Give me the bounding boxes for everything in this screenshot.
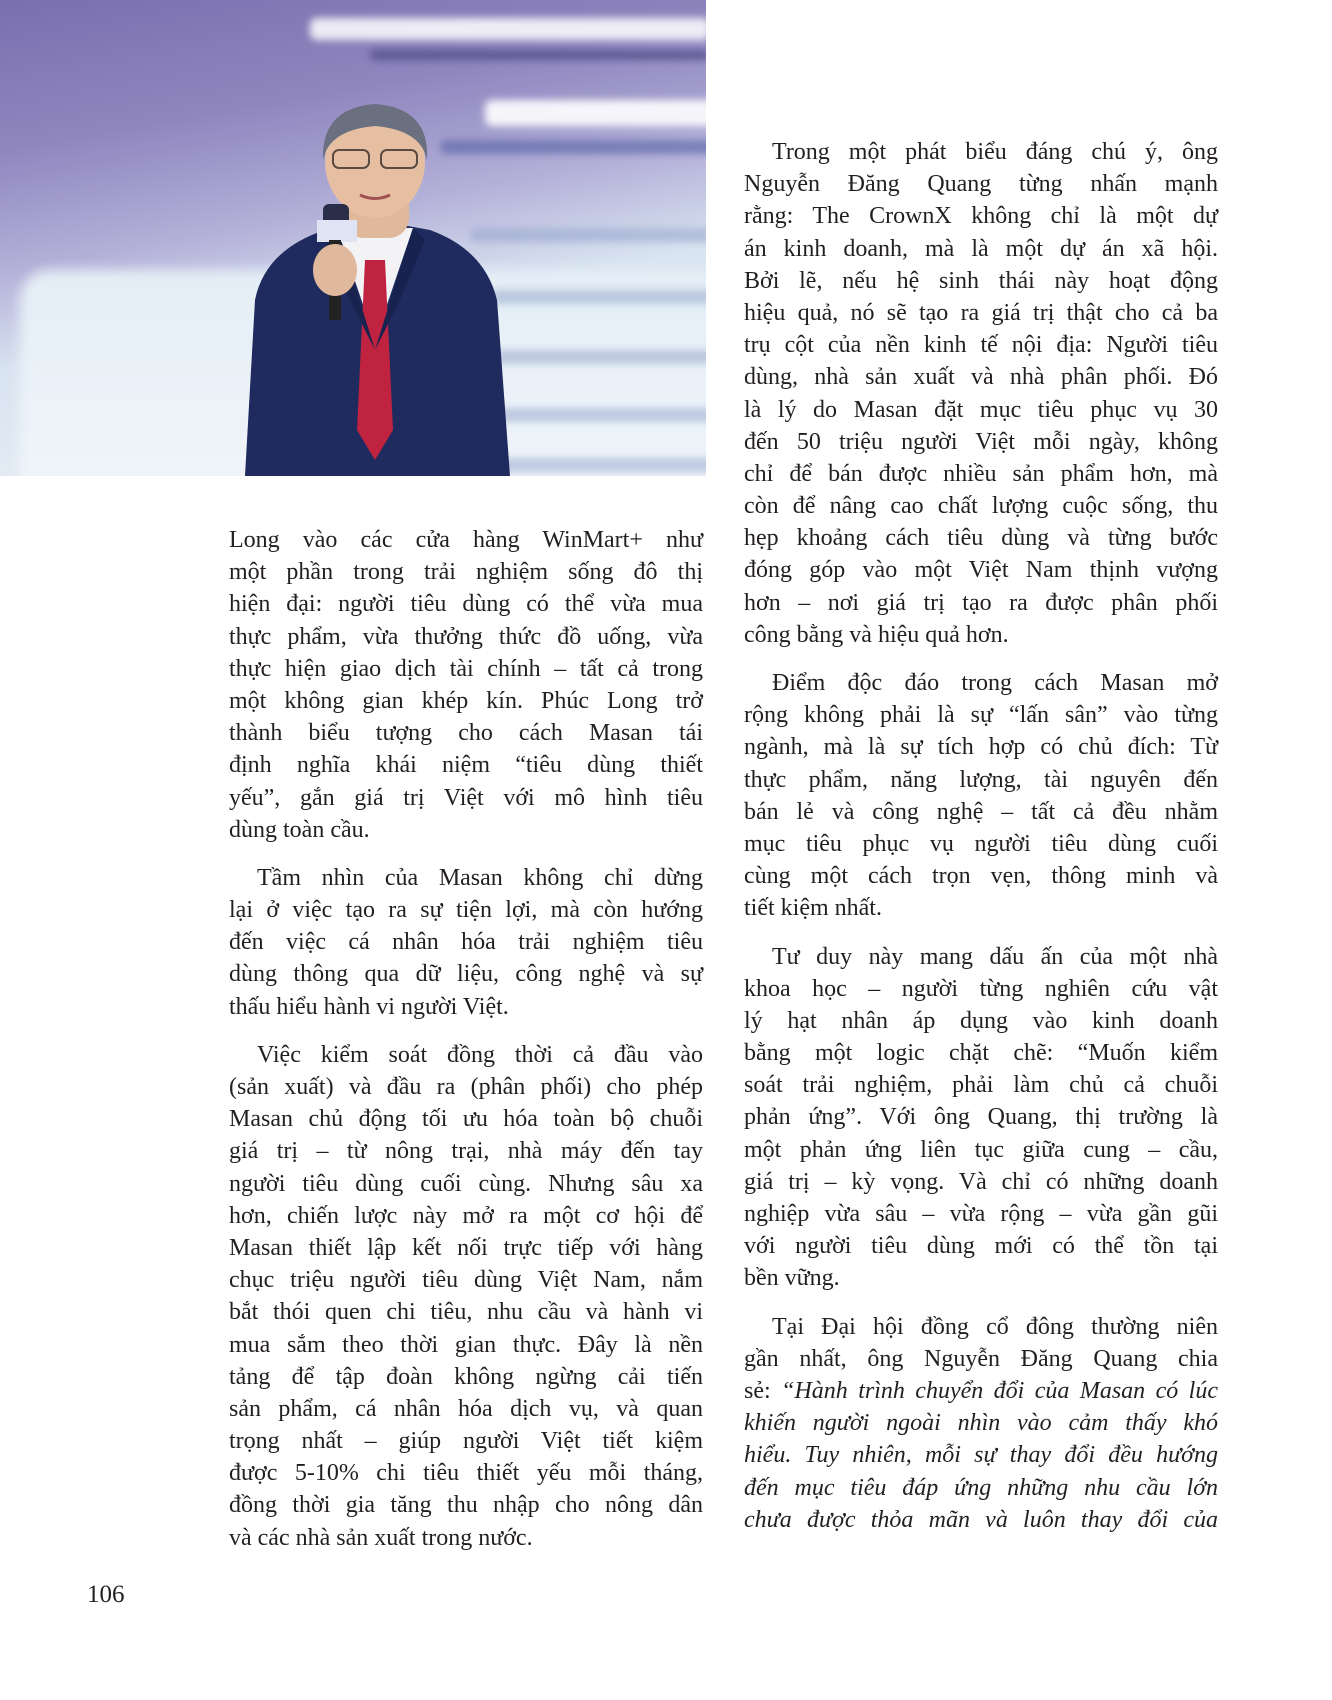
- text-line: bền vững.: [744, 1265, 840, 1292]
- text-line: sản phẩm, cá nhân hóa dịch vụ, và quan: [229, 1395, 703, 1422]
- text-line: rằng: The CrownX không chỉ là một dự: [744, 203, 1218, 230]
- text-line: bắt thói quen chi tiêu, nhu cầu và hành vi: [229, 1299, 703, 1326]
- right-text-column: [744, 136, 1218, 1552]
- text-line: lại ở việc tạo ra sự tiện lợi, mà còn hướng: [229, 897, 703, 924]
- paragraph: [229, 524, 703, 846]
- text-line: Tại Đại hội đồng cổ đông thường niên: [772, 1313, 1218, 1340]
- text-line: [744, 1407, 1218, 1439]
- text-line: Bởi lẽ, nếu hệ sinh thái này hoạt động: [744, 267, 1218, 294]
- text-line: thực hiện giao dịch tài chính – tất cả trong: [229, 655, 703, 682]
- text-line: định nghĩa khái niệm “tiêu dùng thiết: [229, 752, 703, 779]
- text-line: giá trị – từ nông trại, nhà máy đến tay: [229, 1138, 703, 1165]
- text-line: ngành, mà là sự tích hợp có chủ đích: Từ: [744, 734, 1218, 761]
- text-line: Masan chủ động tối ưu hóa toàn bộ chuỗi: [229, 1106, 703, 1133]
- text-line: Masan thiết lập kết nối trực tiếp với hàng: [229, 1234, 703, 1261]
- text-line: khoa học – người từng nghiên cứu vật: [744, 975, 1218, 1002]
- text-line: còn để nâng cao chất lượng cuộc sống, thu: [744, 493, 1218, 520]
- text-line: chục triệu người tiêu dùng Việt Nam, nắm: [229, 1267, 703, 1294]
- text-line: thực phẩm, vừa thưởng thức đồ uống, vừa: [229, 623, 703, 650]
- text-line: hơn, chiến lược này mở ra một cơ hội để: [229, 1202, 703, 1229]
- text-line: hiện đại: người tiêu dùng có thể vừa mua: [229, 591, 703, 618]
- text-line: là lý do Masan đặt mục tiêu phục vụ 30: [744, 396, 1218, 423]
- paragraph: [744, 941, 1218, 1295]
- screen-subtitle-blur: [370, 50, 706, 60]
- text-line: Tầm nhìn của Masan không chỉ dừng: [257, 864, 703, 891]
- speaker-photo: [0, 0, 706, 476]
- text-line: Điểm độc đáo trong cách Masan mở: [772, 670, 1218, 696]
- text-line: trọng nhất – giúp người Việt tiết kiệm: [229, 1428, 703, 1455]
- text-line: thấu hiểu hành vi người Việt.: [229, 993, 509, 1020]
- quote-italic: hiểu. Tuy nhiên, mỗi sự thay đổi đều hướng: [744, 1442, 1218, 1469]
- text-line: phản ứng”. Với ông Quang, thị trường là: [744, 1104, 1218, 1131]
- text-line: [744, 1472, 1218, 1504]
- text-line: Long vào các cửa hàng WinMart+ như: [229, 527, 703, 553]
- text-line: giá trị – kỳ vọng. Và chỉ có những doanh: [744, 1168, 1218, 1195]
- text-line: thành biểu tượng cho cách Masan tái: [229, 720, 703, 747]
- text-line: đến việc cá nhân hóa trải nghiệm tiêu: [229, 929, 703, 956]
- text-line: công bằng và hiệu quả hơn.: [744, 621, 1009, 648]
- text-line: yếu”, gắn giá trị Việt với mô hình tiêu: [229, 784, 703, 811]
- text-line: tảng để tập đoàn không ngừng cải tiến: [229, 1363, 703, 1390]
- text-line: người tiêu dùng cuối cùng. Nhưng sâu xa: [229, 1170, 703, 1197]
- quote-italic: chưa được thỏa mãn và luôn thay đổi của: [744, 1506, 1218, 1533]
- page-number: 106: [87, 1581, 125, 1608]
- text-line: (sản xuất) và đầu ra (phân phối) cho phép: [229, 1074, 703, 1100]
- text-line: dùng toàn cầu.: [229, 816, 370, 843]
- text-line: gần nhất, ông Nguyễn Đăng Quang chia: [744, 1345, 1218, 1372]
- text-line: cùng một cách trọn vẹn, thông minh và: [744, 863, 1218, 890]
- text-line: đồng thời gia tăng thu nhập cho nông dân: [229, 1492, 703, 1519]
- paragraph: [229, 862, 703, 1023]
- text-line: chỉ để bán được nhiều sản phẩm hơn, mà: [744, 460, 1218, 487]
- screen-title-blur: [310, 18, 706, 40]
- text-line: với người tiêu dùng mới có thể tồn tại: [744, 1233, 1218, 1260]
- text-line: hiệu quả, nó sẽ tạo ra giá trị thật cho cả ba: [744, 299, 1218, 326]
- quote-italic: đến mục tiêu đáp ứng những nhu cầu lớn: [744, 1474, 1218, 1501]
- text-line: Trong một phát biểu đáng chú ý, ông: [772, 139, 1218, 165]
- paragraph: [744, 667, 1218, 925]
- text-line: đến 50 triệu người Việt mỗi ngày, không: [744, 428, 1218, 455]
- text-line: [744, 1375, 1218, 1407]
- text-line: và các nhà sản xuất trong nước.: [229, 1524, 533, 1551]
- text-line: được 5-10% chi tiêu thiết yếu mỗi tháng,: [229, 1460, 703, 1487]
- paragraph: [744, 136, 1218, 651]
- text-line: một phản ứng liên tục giữa cung – cầu,: [744, 1136, 1218, 1163]
- text-line: tiết kiệm nhất.: [744, 895, 882, 922]
- text-plain: sẻ:: [744, 1377, 782, 1404]
- text-line: hẹp khoảng cách tiêu dùng và từng bước: [744, 525, 1218, 552]
- text-line: hơn – nơi giá trị tạo ra được phân phối: [744, 589, 1218, 616]
- text-line: trụ cột của nền kinh tế nội địa: Người tiêu: [744, 332, 1218, 359]
- text-line: Tư duy này mang dấu ấn của một nhà: [772, 943, 1218, 970]
- text-line: nghiệp vừa sâu – vừa rộng – vừa gần gũi: [744, 1201, 1218, 1227]
- text-line: mua sắm theo thời gian thực. Đây là nền: [229, 1331, 703, 1358]
- text-line: lý hạt nhân áp dụng vào kinh doanh: [744, 1007, 1218, 1034]
- text-line: Việc kiểm soát đồng thời cả đầu vào: [257, 1041, 703, 1068]
- quote-italic: khiến người ngoài nhìn vào cảm thấy khó: [744, 1410, 1218, 1437]
- paragraph: [229, 1039, 703, 1554]
- text-line: Nguyễn Đăng Quang từng nhấn mạnh: [744, 171, 1218, 198]
- text-line: án kinh doanh, mà là một dự án xã hội.: [744, 235, 1218, 262]
- text-line: dùng, nhà sản xuất và nhà phân phối. Đó: [744, 364, 1218, 391]
- text-line: soát trải nghiệm, phải làm chủ cả chuỗi: [744, 1072, 1218, 1099]
- left-text-column: [229, 524, 703, 1570]
- paragraph: [744, 1311, 1218, 1536]
- text-line: một không gian khép kín. Phúc Long trở: [229, 687, 703, 714]
- text-line: thực phẩm, năng lượng, tài nguyên đến: [744, 766, 1218, 793]
- text-line: rộng không phải là sự “lấn sân” vào từng: [744, 702, 1218, 729]
- text-line: một phần trong trải nghiệm sống đô thị: [229, 559, 703, 586]
- speaker-figure: [225, 100, 525, 476]
- text-line: dùng thông qua dữ liệu, công nghệ và sự: [229, 961, 703, 988]
- text-line: [744, 1439, 1218, 1471]
- text-line: đóng góp vào một Việt Nam thịnh vượng: [744, 557, 1218, 584]
- text-line: [744, 1504, 1218, 1536]
- text-line: mục tiêu phục vụ người tiêu dùng cuối: [744, 830, 1218, 857]
- text-line: bằng một logic chặt chẽ: “Muốn kiểm: [744, 1040, 1218, 1067]
- text-line: bán lẻ và công nghệ – tất cả đều nhằm: [744, 798, 1218, 825]
- quote-italic: “Hành trình chuyển đổi của Masan có lúc: [781, 1377, 1218, 1404]
